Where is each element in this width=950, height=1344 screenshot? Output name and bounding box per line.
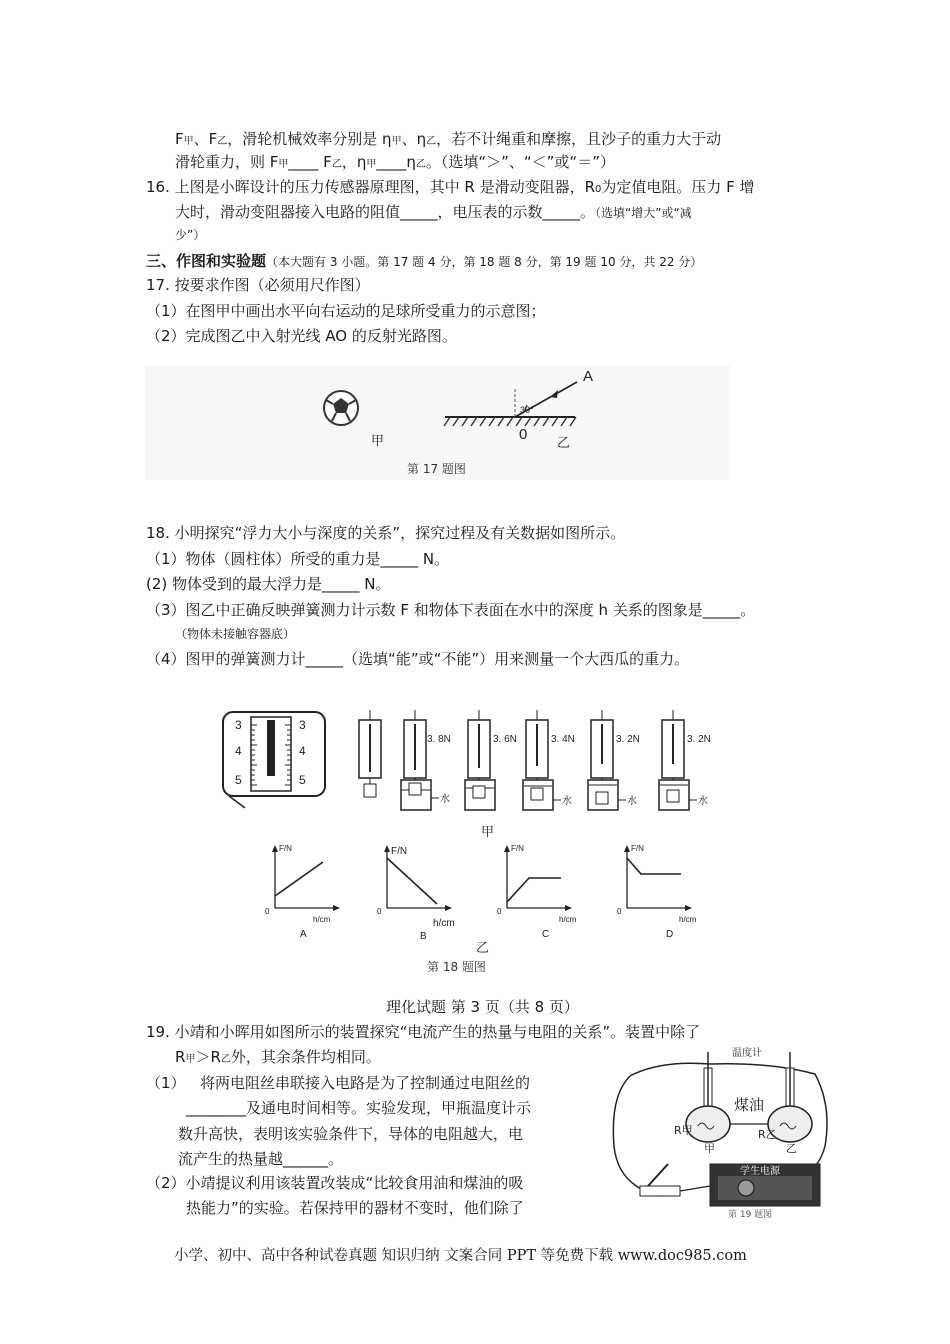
spring-scale-3 bbox=[465, 710, 495, 810]
q19-item2-line2: 热能力”的实验。若保持甲的器材不变时，他们除了 bbox=[186, 1199, 524, 1217]
reading-1: 3. 8N bbox=[427, 734, 451, 745]
origin-label: 0 bbox=[377, 907, 382, 916]
q19-figure bbox=[600, 1046, 840, 1218]
q15-sub: 甲 bbox=[391, 136, 402, 147]
power-supply-label: 学生电源 bbox=[740, 1166, 780, 1177]
axis-y-label: F/N bbox=[279, 844, 292, 853]
label-yi: 乙 bbox=[476, 941, 490, 956]
label-jia: 甲 bbox=[704, 1142, 715, 1155]
q19-item1-number: （1） bbox=[146, 1074, 186, 1092]
fig17-caption: 第 17 题图 bbox=[407, 462, 466, 476]
kerosene-label: 煤油 bbox=[734, 1096, 765, 1114]
origin-label: 0 bbox=[617, 907, 622, 916]
q15-text: ____ F bbox=[288, 153, 332, 171]
q19-text: 外，其余条件均相同。 bbox=[230, 1048, 381, 1066]
q15-sub: 乙 bbox=[415, 159, 426, 170]
circuit-wire bbox=[613, 1076, 660, 1196]
q15-text: 。（选填“＞”、“＜”或“＝”） bbox=[425, 153, 615, 171]
site-footer: 小学、初中、高中各种试卷真题 知识归纳 文案合同 PPT 等免费下载 www.doc985.com bbox=[174, 1248, 747, 1264]
q18-title: 18. 小明探究“浮力大小与深度的关系”，探究过程及有关数据如图所示。 bbox=[146, 524, 626, 542]
q19-item1-line1: 将两电阻丝串联接入电路是为了控制通过电阻丝的 bbox=[200, 1074, 531, 1092]
graph-label-a: A bbox=[300, 929, 307, 940]
label-yi: 乙 bbox=[557, 436, 571, 451]
section-note: （本大题有 3 小题。第 17 题 4 分，第 18 题 8 分，第 19 题 10 分，共 22 分） bbox=[266, 255, 703, 269]
axis-y-label: F/N bbox=[391, 846, 408, 857]
graph-c bbox=[504, 845, 572, 911]
reading-5: 3. 2N bbox=[687, 734, 711, 745]
water-label: 水 bbox=[627, 796, 637, 807]
spring-scale-1 bbox=[359, 710, 381, 797]
axis-y-label: F/N bbox=[631, 844, 644, 853]
q19-item2-line1: （2）小靖提议利用该装置改装成“比较食用油和煤油的吸 bbox=[146, 1174, 524, 1192]
q17-item2: （2）完成图乙中入射光线 AO 的反射光路图。 bbox=[146, 327, 457, 345]
q16-line3: 少”） bbox=[175, 228, 206, 242]
section-title: 三、作图和实验题 bbox=[146, 252, 267, 270]
water-label: 水 bbox=[562, 796, 572, 807]
q15-sub: 乙 bbox=[331, 159, 342, 170]
soccer-ball-icon bbox=[324, 391, 358, 425]
origin-label: 0 bbox=[497, 907, 502, 916]
q16-line2 bbox=[175, 201, 692, 224]
angle-label: 30° bbox=[520, 405, 534, 415]
scale-tick-left: 3 bbox=[235, 718, 242, 732]
q15-line2 bbox=[175, 151, 615, 176]
q15-text: 、η bbox=[401, 130, 427, 148]
graph-label-b: B bbox=[420, 931, 427, 942]
axis-y-label: F/N bbox=[511, 844, 524, 853]
reading-2: 3. 6N bbox=[493, 734, 517, 745]
q15-text: ____η bbox=[376, 153, 416, 171]
spring-scale-5 bbox=[588, 710, 626, 810]
r-yi-label: R乙 bbox=[758, 1128, 777, 1141]
circuit-wire bbox=[680, 1186, 710, 1191]
water-label: 水 bbox=[698, 796, 708, 807]
q19-item1-line3: 数升高快，表明该实验条件下，导体的电阻越大，电 bbox=[178, 1125, 524, 1143]
r-jia-label: R甲 bbox=[674, 1124, 693, 1137]
q16-line1 bbox=[146, 176, 755, 201]
q19-sub: 乙 bbox=[220, 1054, 231, 1065]
q19-text: ＞R bbox=[195, 1048, 221, 1066]
q16-sub: 0 bbox=[595, 184, 602, 195]
q15-line1 bbox=[175, 128, 721, 153]
scale-tick-right: 3 bbox=[299, 718, 306, 732]
axis-x-label: h/cm bbox=[559, 915, 577, 924]
scale-tick-left: 4 bbox=[235, 744, 242, 758]
scale-tick-right: 5 bbox=[299, 773, 306, 787]
q18-item2: (2) 物体受到的最大浮力是_____ N。 bbox=[146, 575, 391, 593]
q19-text: R bbox=[175, 1048, 186, 1066]
fig18-caption: 第 18 题图 bbox=[427, 960, 486, 974]
q19-item1-line2: ________及通电时间相等。实验发现，甲瓶温度计示 bbox=[186, 1099, 532, 1117]
graph-a bbox=[272, 845, 340, 911]
q18-item4: （4）图甲的弹簧测力计_____（选填“能”或“不能”）用来测量一个大西瓜的重力。 bbox=[146, 650, 690, 668]
axis-x-label: h/cm bbox=[313, 915, 331, 924]
q16-text: 为定值电阻。压力 F 增 bbox=[601, 178, 755, 196]
exam-page-number: 理化试题 第 3 页（共 8 页） bbox=[386, 998, 579, 1016]
q15-text: ，滑轮机械效率分别是 η bbox=[227, 130, 392, 148]
q16-text: 大时，滑动变阻器接入电路的阻值_____，电压表的示数_____。 bbox=[175, 203, 596, 221]
thermometer-label: 温度计 bbox=[732, 1048, 762, 1059]
graph-d bbox=[624, 845, 692, 911]
spring-scale-2 bbox=[401, 710, 439, 810]
q19-sub: 甲 bbox=[185, 1054, 196, 1065]
q17-title: 17. 按要求作图（必须用尺作图） bbox=[146, 276, 370, 294]
graph-label-c: C bbox=[542, 929, 550, 940]
section-3-heading bbox=[146, 250, 702, 273]
point-o-label: 0 bbox=[519, 426, 528, 443]
q18-item3: （3）图乙中正确反映弹簧测力计示数 F 和物体下表面在水中的深度 h 关系的图象是_____。 bbox=[146, 601, 756, 619]
origin-label: 0 bbox=[265, 907, 270, 916]
point-a-label: A bbox=[583, 368, 594, 385]
q15-text: ，若不计绳重和摩擦，且沙子的重力大于动 bbox=[436, 130, 722, 148]
q18-item1: （1）物体（圆柱体）所受的重力是_____ N。 bbox=[146, 550, 450, 568]
fig19-caption: 第 19 题图 bbox=[728, 1210, 773, 1218]
spring-scale-4 bbox=[523, 710, 561, 810]
switch-icon bbox=[640, 1164, 680, 1196]
q17-item1: （1）在图甲中画出水平向右运动的足球所受重力的示意图； bbox=[146, 302, 546, 320]
scale-tick-left: 5 bbox=[235, 773, 242, 787]
q15-text: 滑轮重力，则 F bbox=[175, 153, 279, 171]
spring-scale-6 bbox=[659, 710, 697, 810]
water-label: 水 bbox=[440, 794, 450, 805]
q15-sub: 甲 bbox=[278, 159, 289, 170]
q18-figure bbox=[215, 690, 725, 980]
q17-figure bbox=[145, 365, 730, 480]
axis-x-label: h/cm bbox=[433, 918, 455, 929]
reading-3: 3. 4N bbox=[551, 734, 575, 745]
label-jia: 甲 bbox=[481, 825, 495, 840]
q15-sub: 甲 bbox=[366, 159, 377, 170]
q15-sub: 甲 bbox=[183, 136, 194, 147]
q16-note: （选填“增大”或“减 bbox=[595, 206, 692, 220]
q19-line1: 19. 小靖和小晖用如图所示的装置探究“电流产生的热量与电阻的关系”。装置中除了 bbox=[146, 1023, 701, 1041]
q15-text: ，η bbox=[341, 153, 367, 171]
q15-sub: 乙 bbox=[426, 136, 437, 147]
reading-4: 3. 2N bbox=[616, 734, 640, 745]
axis-x-label: h/cm bbox=[679, 915, 697, 924]
q19-item1-line4: 流产生的热量越______。 bbox=[178, 1150, 344, 1168]
label-jia: 甲 bbox=[371, 434, 385, 449]
scale-tick-right: 4 bbox=[299, 744, 306, 758]
q15-sub: 乙 bbox=[217, 136, 228, 147]
q18-item3-note: （物体未接触容器底） bbox=[175, 627, 296, 641]
graph-label-d: D bbox=[666, 929, 674, 940]
q19-line2 bbox=[175, 1046, 381, 1071]
q15-text: F bbox=[175, 130, 184, 148]
q16-text: 16. 上图是小晖设计的压力传感器原理图，其中 R 是滑动变阻器，R bbox=[146, 178, 596, 196]
q15-text: 、F bbox=[193, 130, 218, 148]
label-yi: 乙 bbox=[786, 1142, 797, 1155]
